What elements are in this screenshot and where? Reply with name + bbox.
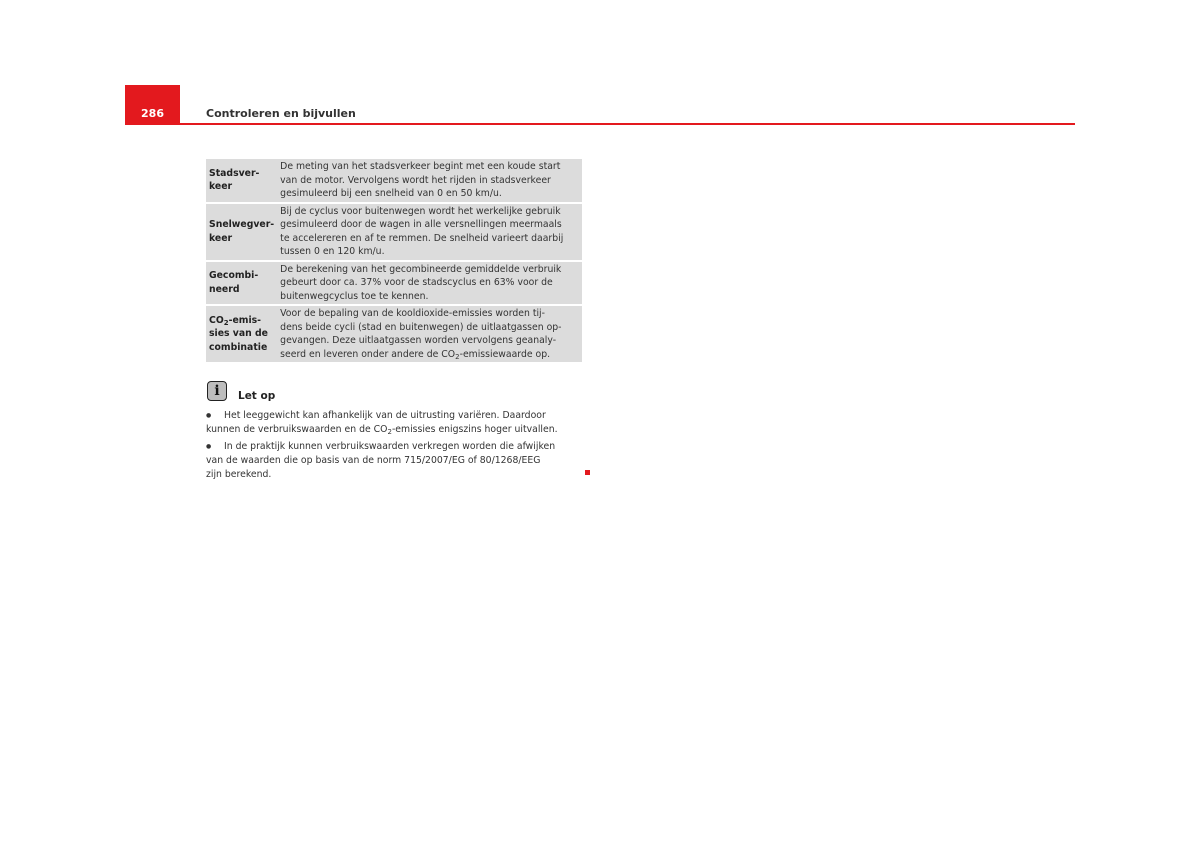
row-label: $CO_2-emis-$ sies van de combinatie	[206, 306, 277, 362]
note-title: Let op	[238, 390, 276, 402]
table-row	[206, 306, 582, 362]
info-icon: i	[207, 381, 227, 401]
row-description: De meting van het stadsverkeer begint met een koude start van de motor. Vervolgens wordt het rijden in stadsverkeer gesimuleerd bij een snelheid van 0 en 50 km/u.	[277, 159, 582, 202]
note-item: ● In de praktijk kunnen verbruikswaarden verkregen worden die afwijken van de waarden die op basis van de norm 715/2007/EG of 80/1268/EEG zijn berekend.	[206, 441, 556, 480]
table-row	[206, 262, 582, 305]
section-end-marker	[585, 470, 590, 475]
bullet: ●	[206, 412, 212, 419]
table-row	[206, 159, 582, 202]
bullet: ●	[206, 443, 212, 450]
header-divider	[125, 123, 1075, 125]
row-label: Stadsver- keer	[206, 159, 277, 202]
page-number: 286	[125, 85, 180, 123]
row-description: De berekening van het gecombineerde gemiddelde verbruik gebeurt door ca. 37% voor de stadscyclus en 63% voor de buitenwegcyclus toe te kennen.	[277, 262, 582, 305]
note-item: ● Het leeggewicht kan afhankelijk van de uitrusting variëren. Daardoor kunnen de verbruikswaarden en de $CO_2$-emissies enigszins hoger uitvallen.	[206, 410, 558, 436]
row-description: Voor de bepaling van de kooldioxide-emissies worden tij- dens beide cycli (stad en buitenwegen) de uitlaatgassen op- gevangen. Deze uitlaatgassen worden vervolgens geanaly- seerd en leveren onder andere de $CO_2$-emissiewaarde op.	[277, 306, 582, 362]
row-label: Snelwegver- keer	[206, 204, 277, 260]
row-label: Gecombi- neerd	[206, 262, 277, 305]
table-row	[206, 204, 582, 260]
section-title: Controleren en bijvullen	[206, 107, 356, 120]
row-description: Bij de cyclus voor buitenwegen wordt het werkelijke gebruik gesimuleerd door de wagen in alle versnellingen meermaals te accelereren en af te remmen. De snelheid varieert daarbij tussen 0 en 120 km/u.	[277, 204, 582, 260]
emission-cycles-table	[206, 157, 582, 364]
